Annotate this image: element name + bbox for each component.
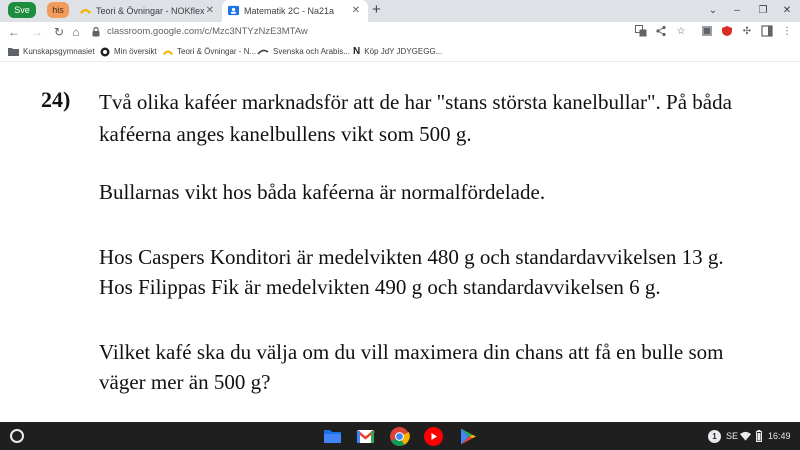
- notification-badge[interactable]: [708, 422, 721, 450]
- bookmark-label: Kunskapsgymnasiet: [23, 47, 95, 56]
- bookmark-label: Svenska och Arabis...: [273, 47, 350, 56]
- star-icon[interactable]: ☆: [676, 26, 686, 37]
- back-arrow-icon[interactable]: ←: [8, 25, 20, 39]
- tab-classroom[interactable]: [222, 0, 368, 22]
- home-icon[interactable]: ⌂: [72, 25, 80, 39]
- minimize-icon[interactable]: –: [734, 5, 740, 16]
- gmail-icon[interactable]: [355, 426, 376, 447]
- bookmark-kunskapsgymnasiet[interactable]: [8, 42, 95, 62]
- tab-title: Teori & Övningar - NOKflex: [96, 6, 205, 16]
- launcher-circle-icon[interactable]: [10, 429, 24, 443]
- reload-icon[interactable]: ↻: [53, 25, 65, 39]
- nokflex-icon: [80, 5, 91, 16]
- bookmark-label: Köp JdY JDYGEGG...: [364, 47, 443, 57]
- more-menu-icon[interactable]: ⋮: [782, 26, 792, 37]
- clock[interactable]: 16:49: [768, 431, 791, 441]
- dictionary-icon: [257, 48, 269, 56]
- question-text-line: Bullarnas vikt hos båda kaféerna är normalfördelade.: [99, 180, 546, 204]
- question-text-line: Hos Filippas Fik är medelvikten 490 g och standardavvikelsen 6 g.: [99, 275, 661, 299]
- lock-icon: [92, 27, 100, 37]
- extension-screenshot-icon[interactable]: [700, 25, 714, 39]
- tab-group-his[interactable]: his: [47, 2, 69, 18]
- files-icon[interactable]: [322, 426, 343, 447]
- forward-arrow-icon[interactable]: →: [31, 25, 43, 39]
- close-icon[interactable]: ✕: [205, 5, 214, 16]
- question-text-line: Två olika kaféer marknadsför att de har "stans största kanelbullar". På båda: [99, 90, 732, 114]
- side-panel-icon[interactable]: [760, 25, 774, 39]
- question-text-line: Hos Caspers Konditori är medelvikten 480 g och standardavvikelsen 13 g.: [99, 245, 724, 269]
- puzzle-extensions-icon[interactable]: ✣: [742, 26, 752, 37]
- assignment-content: [0, 62, 800, 422]
- extension-shield-icon[interactable]: [720, 25, 734, 39]
- bookmarks-bar: [0, 42, 800, 62]
- translate-icon[interactable]: [634, 25, 648, 39]
- question-text-line: kaféerna anges kanelbullens vikt som 500 g.: [99, 122, 472, 146]
- browser-toolbar: [0, 22, 800, 42]
- bookmark-min-oversikt[interactable]: [100, 42, 157, 62]
- restore-icon[interactable]: ❐: [758, 5, 768, 16]
- bookmark-label: Teori & Övningar - N...: [177, 47, 257, 56]
- folder-icon: [8, 47, 19, 56]
- url-text: classroom.google.com/c/Mzc3NTYzNzE3MTAw: [107, 26, 308, 37]
- question-number: 24): [41, 87, 71, 112]
- chrome-icon[interactable]: [389, 426, 410, 447]
- classroom-icon: [228, 5, 239, 16]
- bookmark-svenska-arabiska[interactable]: [257, 42, 350, 62]
- bookmark-kop[interactable]: [353, 42, 442, 62]
- share-icon[interactable]: [654, 25, 668, 39]
- tab-title: Matematik 2C - Na21a: [244, 6, 335, 16]
- tab-group-sve[interactable]: Sve: [8, 2, 36, 18]
- keyboard-layout-indicator[interactable]: SE: [726, 431, 739, 441]
- youtube-icon[interactable]: [423, 426, 444, 447]
- bookmark-nokflex[interactable]: [163, 42, 256, 62]
- question-text-line: väger mer än 500 g?: [99, 370, 271, 394]
- close-window-icon[interactable]: ✕: [782, 5, 792, 16]
- new-tab-plus-icon[interactable]: +: [372, 1, 381, 18]
- close-icon[interactable]: ✕: [351, 5, 360, 16]
- nokflex-icon: [163, 47, 173, 57]
- play-store-icon[interactable]: [457, 426, 478, 447]
- wifi-icon[interactable]: [740, 431, 751, 441]
- chevron-down-icon[interactable]: ⌄: [708, 5, 718, 16]
- notification-count: 1: [708, 430, 721, 443]
- system-shelf: [0, 422, 800, 450]
- tab-strip: [0, 0, 800, 22]
- n-icon: N: [353, 46, 361, 57]
- tab-nokflex[interactable]: [74, 0, 222, 22]
- bookmark-label: Min översikt: [114, 47, 157, 56]
- question-text-line: Vilket kafé ska du välja om du vill maximera din chans att få en bulle som: [99, 340, 724, 364]
- address-bar[interactable]: [86, 24, 696, 40]
- dashboard-icon: [100, 47, 110, 57]
- battery-icon[interactable]: [756, 430, 762, 442]
